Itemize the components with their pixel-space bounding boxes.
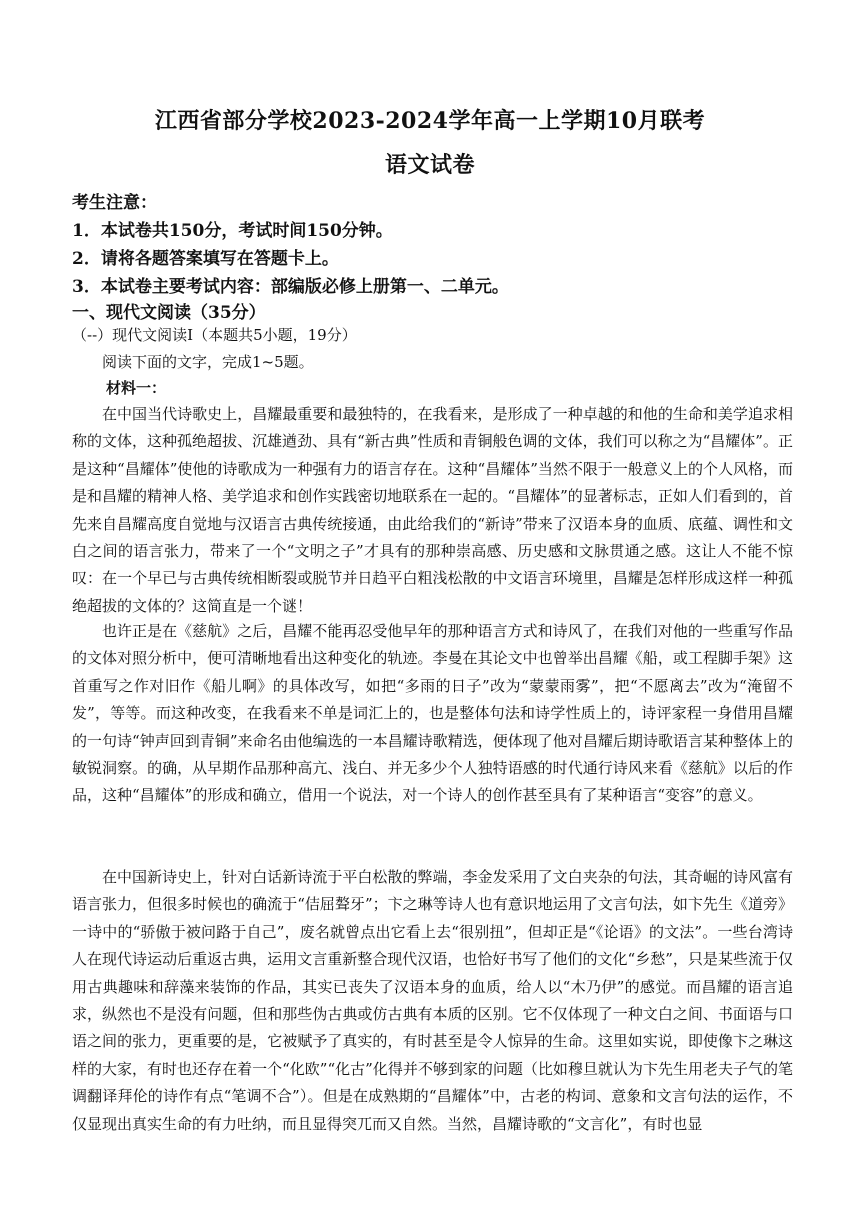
body-paragraph: 也许正是在《慈航》之后，昌耀不能再忍受他早年的那种语言方式和诗风了，在我们对他的一些重写作品的文体对照分析中，便可清晰地看出这种变化的轨迹。李曼在其论文中也曾举出昌耀《船，或工程脚手架》这首重写之作对旧作《船儿啊》的具体改写，如把“多雨的日子”改为“蒙蒙雨雾”，把“不愿离去”改为“淹留不发”，等等。而这种改变，在我看来不单是词汇上的，也是整体句法和诗学性质上的，诗评家程一身借用昌耀的一句诗“钟声回到青铜”来命名由他编选的一本昌耀诗歌精选，便体现了他对昌耀后期诗歌语言某种整体上的敏锐洞察。的确，从早期作品那种高亢、浅白、并无多少个人独特语感的时代通行诗风来看《慈航》以后的作品，这种“昌耀体”的形成和确立，借用一个说法，对一个诗人的创作甚至具有了某种语言“变容”的意义。 [72, 622, 793, 805]
notice-item: 2．请将各题答案填写在答题卡上。 [72, 249, 339, 269]
notice-item: 1．本试卷共150分，考试时间150分钟。 [72, 221, 393, 241]
section-heading: 一、现代文阅读（35分） [72, 303, 266, 323]
subsection-heading: （--）现代文阅读Ⅰ（本题共5小题，19分） [72, 326, 357, 344]
reading-instruction: 阅读下面的文字，完成1~5题。 [102, 353, 314, 371]
body-paragraph: 在中国新诗史上，针对白话新诗流于平白松散的弊端，李金发采用了文白夹杂的句法，其奇崛的诗风富有语言张力，但很多时候也的确流于“佶屈聱牙”；卞之琳等诗人也有意识地运用了文言句法，如卞先生《道旁》一诗中的“骄傲于被问路于自己”，废名就曾点出它看上去“很别扭”，但却正是“《论语》的文法”。一些台湾诗人在现代诗运动后重返古典，运用文言重新整合现代汉语，也恰好书写了他们的文化“乡愁”，只是某些流于仅用古典趣味和辞藻来装饰的作品，其实已丧失了汉语本身的血质，给人以“木乃伊”的感觉。而昌耀的语言追求，纵然也不是没有问题，但和那些伪古典或仿古典有本质的区别。它不仅体现了一种文白之间、书面语与口语之间的张力，更重要的是，它被赋予了真实的，有时甚至是令人惊异的生命。这里如实说，即使像卞之琳这样的大家，有时也还存在着一个“化欧”“化古”化得并不够到家的问题（比如穆旦就认为卞先生用老夫子气的笔调翻译拜伦的诗作有点“笔调不合”）。但是在成熟期的“昌耀体”中，古老的构词、意象和文言句法的运作，不仅显现出真实生命的有力吐纳，而且显得突兀而又自然。当然，昌耀诗歌的“文言化”，有时也显 [72, 868, 793, 1133]
exam-subtitle: 语文试卷 [384, 152, 475, 178]
material-label: 材料一： [106, 379, 167, 397]
exam-title: 江西省部分学校2023-2024学年高一上学期10月联考 [154, 108, 706, 134]
body-paragraph: 在中国当代诗歌史上，昌耀最重要和最独特的，在我看来，是形成了一种卓越的和他的生命和美学追求相称的文体，这种孤绝超拔、沉雄遒劲、具有“新古典”性质和青铜般色调的文体，我们可以称之为“昌耀体”。正是这种“昌耀体”使他的诗歌成为一种强有力的语言存在。这种“昌耀体”当然不限于一般意义上的个人风格，而是和昌耀的精神人格、美学追求和创作实践密切地联系在一起的。“昌耀体”的显著标志，正如人们看到的，首先来自昌耀高度自觉地与汉语言古典传统接通，由此给我们的“新诗”带来了汉语本身的血质、底蕴、调性和文白之间的语言张力，带来了一个“文明之子”才具有的那种崇高感、历史感和文脉贯通之感。这让人不能不惊叹：在一个早已与古典传统相断裂或脱节并日趋平白粗浅松散的中文语言环境里，昌耀是怎样形成这样一种孤绝超拔的文体的？这简直是一个谜！ [72, 405, 793, 615]
notice-item: 3．本试卷主要考试内容：部编版必修上册第一、二单元。 [72, 277, 509, 297]
notice-heading: 考生注意： [72, 193, 157, 213]
